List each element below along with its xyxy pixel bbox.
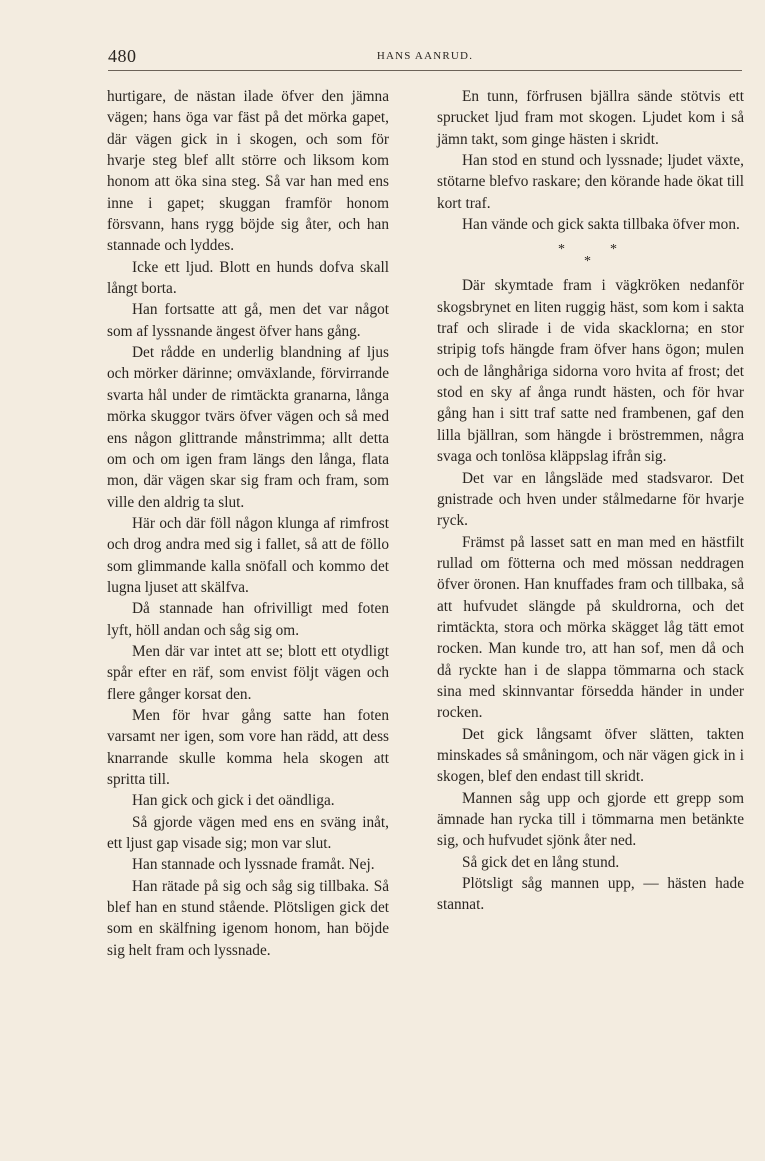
left-column (107, 86, 389, 961)
asterism-star: * (610, 242, 617, 258)
right-column (437, 86, 744, 916)
paragraph: Så gjorde vägen med ens en sväng inåt, ett ljust gap visade sig; mon var slut. (107, 813, 389, 853)
paragraph: Då stannade han ofrivilligt med foten lyft, höll andan och såg sig om. (107, 600, 389, 639)
paragraph: hurtigare, de nästan ilade öfver den jämna vägen; hans öga var fäst på det mörka gapet, där vägen gick in i skogen, och som för hvarje steg blef allt större och liksom kom honom att öka sina steg. Så var han med ens inne i gapet; skuggan framför honom försvann, hans rygg böjde sig åter, och han stannade och lyddes. (107, 88, 389, 255)
page-header (108, 44, 742, 71)
paragraph: Mannen såg upp och gjorde ett grepp som ämnade han rycka till i tömmarna men betänkte sig, och hufvudet sjönk åter ned. (437, 789, 744, 850)
paragraph: Men där var intet att se; blott ett otydligt spår efter en räf, som envist följt vägen och flere gånger korsat den. (107, 642, 389, 703)
running-head: HANS AANRUD. (376, 50, 474, 62)
paragraph: Så gick det en lång stund. (462, 853, 620, 871)
paragraph: Här och där föll någon klunga af rimfrost och drog andra med sig i fallet, så att de föllo som glimmande kalla snöfall och kommo det lugna ljuset att skälfva. (107, 514, 389, 596)
asterism-star: * (584, 254, 591, 270)
paragraph: Han stod en stund och lyssnade; ljudet växte, stötarne blefvo raskare; den körande hade ökat till kort traf. (437, 152, 744, 212)
paragraph: Han rätade på sig och såg sig tillbaka. Så blef han en stund stående. Plötsligen gick det som en skälfning igenom honom, han böjde sig helt fram och lyssnade. (107, 877, 389, 959)
paragraph: Det gick långsamt öfver slätten, takten minskades så småningom, och när vägen gick in i skogen, blef den endast till skridt. (437, 725, 744, 786)
paragraph: Det rådde en underlig blandning af ljus och mörker därinne; omväxlande, förvirrande svarta hål under de rimtäckta granarna, långa mörka skuggor tvärs öfver vägen och så med ens någon glittrande månstrimma; allt detta om och om igen fram längs den långa, flata mon, där vägen skar sig fram och fram, som ville den aldrig ta slut. (107, 344, 389, 511)
paragraph: Han stannade och lyssnade framåt. Nej. (132, 856, 375, 874)
right-column-top (437, 86, 744, 235)
paragraph: Han gick och gick i det oändliga. (132, 792, 335, 810)
paragraph: Men för hvar gång satte han foten varsamt ner igen, som vore han rädd, att dess knarrande skulle komma hela skogen att spritta till. (107, 706, 389, 788)
paragraph: Han fortsatte att gå, men det var något som af lyssnande ängest öfver hans gång. (107, 301, 389, 340)
asterism-star: * (558, 242, 565, 258)
page-number: 480 (108, 46, 137, 66)
section-break-asterism (437, 235, 744, 275)
paragraph: Plötsligt såg mannen upp, — hästen hade stannat. (437, 875, 744, 914)
paragraph: En tunn, förfrusen bjällra sände stötvis ett sprucket ljud fram mot skogen. Ljudet kom i så jämn takt, som ginge hästen i skridt. (437, 88, 744, 148)
paragraph: Han vände och gick sakta tillbaka öfver mon. (462, 216, 740, 234)
paragraph: Det var en långsläde med stadsvaror. Det gnistrade och hven under stålmedarne för hvarje ryck. (437, 469, 744, 530)
paragraph: Där skymtade fram i vägkröken nedanför skogsbrynet en liten ruggig häst, som kom i sakta traf och slirade i de vida skacklorna; en stor stripig tofs hängde fram öfver hans ögon; mulen och de långhåriga sidorna voro hvita af frost; det stod en sky af ånga rundt hästen, och för hvar gång han i sitt traf satte ned frambenen, gaf den lilla bjällran, som hängde i bröstremmen, några svaga och tonlösa kläppslag ifrån sig. (437, 277, 744, 466)
paragraph: Icke ett ljud. Blott en hunds dofva skall långt borta. (107, 258, 389, 298)
paragraph: Främst på lasset satt en man med en hästfilt rullad om fötterna och med mössan neddragen öfver öronen. Han knuffades fram och tillbaka, så att hufvudet slängde på skuldrorna, och det rimtäckta, stora och mörka skägget låg tätt emot rocken. Man kunde tro, att han sof, men då och då ryckte han i de slappa tömmarna och stack sina med skinnvantar försedda händer in under rocken. (437, 533, 744, 722)
right-column-bottom (437, 275, 744, 915)
